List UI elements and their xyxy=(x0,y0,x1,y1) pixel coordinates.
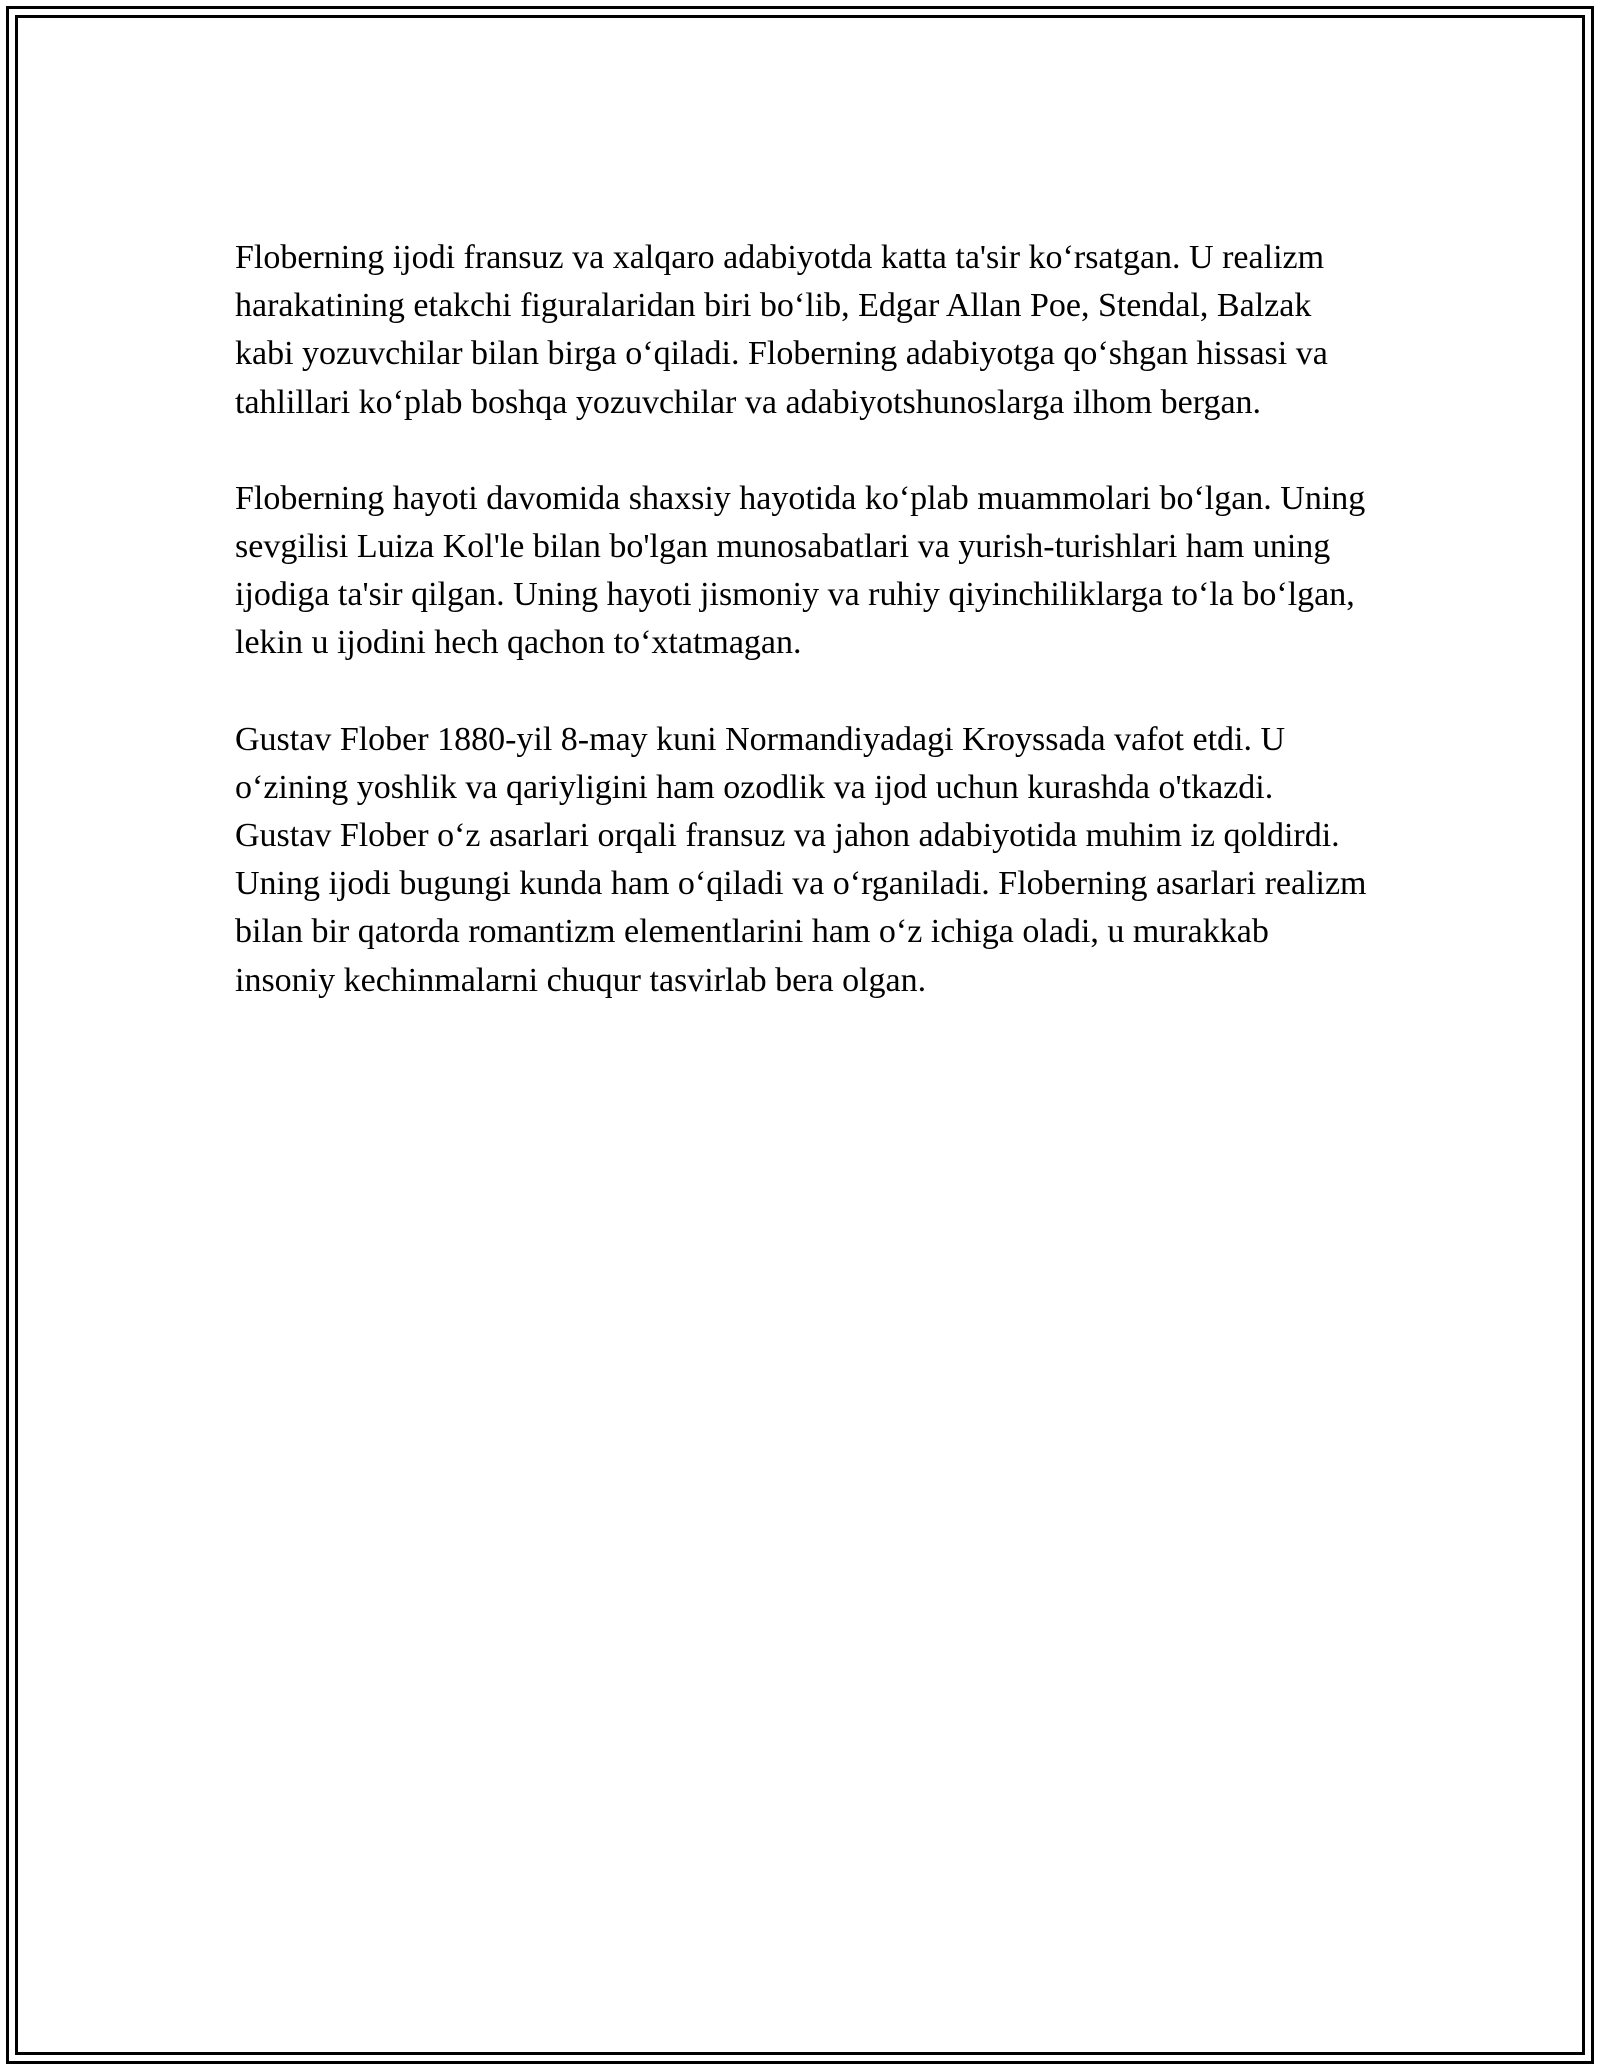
paragraph-flober-personal-life: Floberning hayoti davomida shaxsiy hayotida ko‘plab muammolari bo‘lgan. Uning sevgilisi Luiza Kol'le bilan bo'lgan munosabatlari va yurish-turishlari ham uning ijodiga ta'sir qilgan. Uning hayoti jismoniy va ruhiy qiyinchiliklarga to‘la bo‘lgan, lekin u ijodini hech qachon to‘xtatmagan. xyxy=(235,479,1366,662)
document-body xyxy=(235,234,1375,1053)
paragraph-flober-death-legacy: Gustav Flober 1880-yil 8-may kuni Normandiyadagi Kroyssada vafot etdi. U o‘zining yoshlik va qariyligini ham ozodlik va ijod uchun kurashda o'tkazdi. Gustav Flober o‘z asarlari orqali fransuz va jahon adabiyotida muhim iz qoldirdi. Uning ijodi bugungi kunda ham o‘qiladi va o‘rganiladi. Floberning asarlari realizm bilan bir qatorda romantizm elementlarini ham o‘z ichiga oladi, u murakkab insoniy kechinmalarni chuqur tasvirlab bera olgan. xyxy=(235,720,1367,999)
paragraph-flober-influence: Floberning ijodi fransuz va xalqaro adabiyotda katta ta'sir ko‘rsatgan. U realizm harakatining etakchi figuralaridan biri bo‘lib, Edgar Allan Poe, Stendal, Balzak kabi yozuvchilar bilan birga o‘qiladi. Floberning adabiyotga qo‘shgan hissasi va tahlillari ko‘plab boshqa yozuvchilar va adabiyotshunoslarga ilhom bergan. xyxy=(235,239,1328,421)
